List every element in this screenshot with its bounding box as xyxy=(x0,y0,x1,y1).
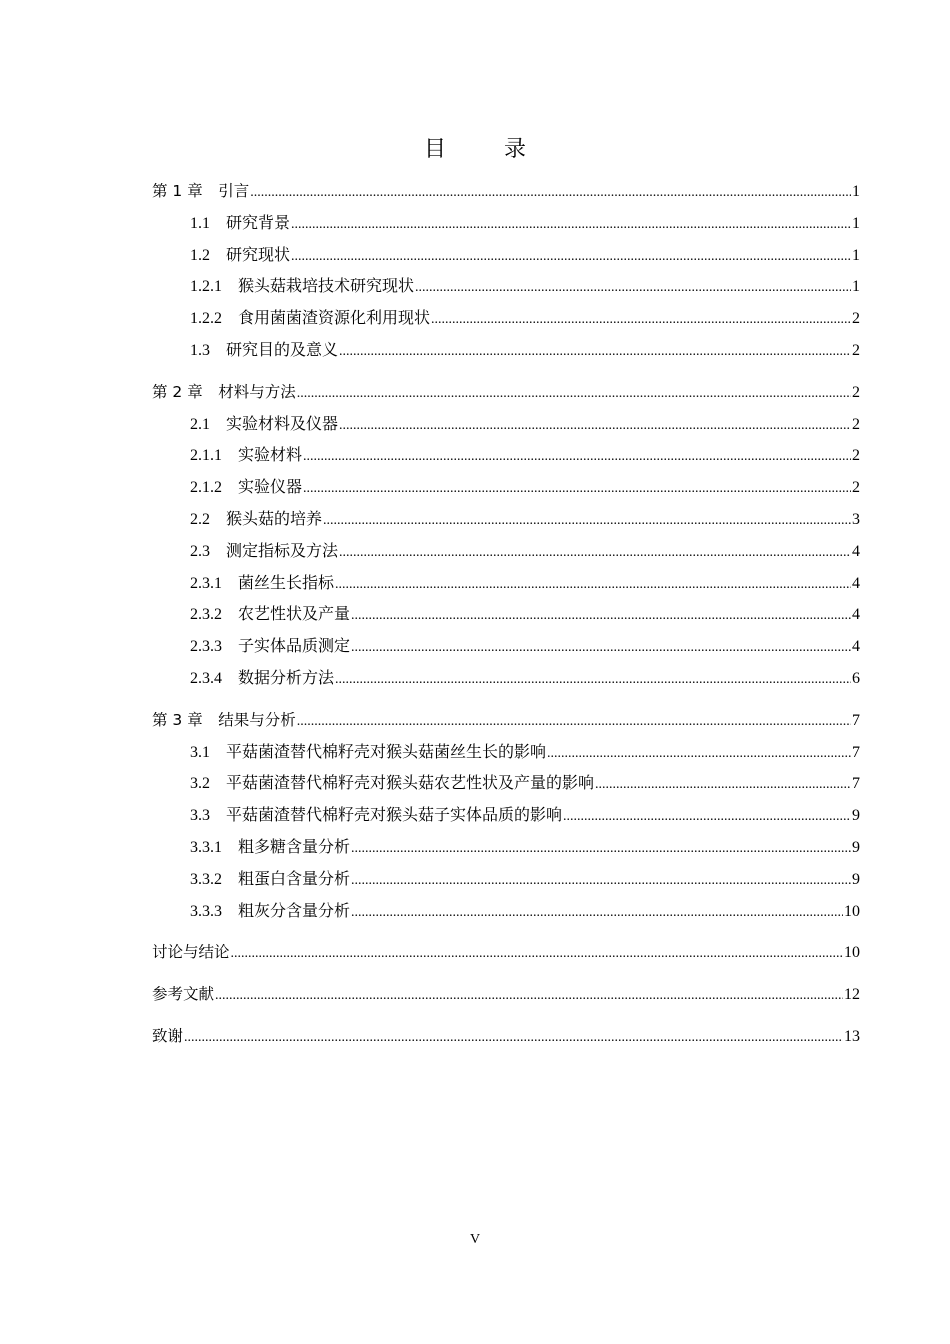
dot-leader xyxy=(231,938,843,970)
toc-entry[interactable] xyxy=(152,768,860,800)
toc-entry-label: 材料与方法 xyxy=(218,382,296,401)
toc-entry-label: 粗多糖含量分析 xyxy=(238,838,351,856)
toc-entry-page: 12 xyxy=(844,986,860,1004)
dot-leader xyxy=(335,569,851,601)
toc-entry[interactable] xyxy=(152,979,860,1011)
dot-leader xyxy=(215,980,843,1012)
toc-entry[interactable] xyxy=(152,663,860,695)
toc-entry-number: 3.3.1 xyxy=(190,838,239,856)
toc-entry-number: 2.3.4 xyxy=(190,669,239,687)
dot-leader xyxy=(335,664,851,696)
dot-leader xyxy=(351,897,843,929)
toc-entry-number: 2.3.2 xyxy=(190,606,239,624)
toc-entry-label: 平菇菌渣替代棉籽壳对猴头菇菌丝生长的影响 xyxy=(226,743,547,761)
toc-entry-page: 1 xyxy=(852,183,860,200)
toc-entry-label: 猴头菇栽培技术研究现状 xyxy=(238,278,415,296)
toc-entry-number: 2.3 xyxy=(190,542,227,560)
dot-leader xyxy=(250,177,851,209)
toc-entry-label: 猴头菇的培养 xyxy=(226,510,323,528)
toc-entry-label: 研究现状 xyxy=(226,246,291,264)
toc-entry-page: 2 xyxy=(852,415,860,433)
toc-entry-label: 数据分析方法 xyxy=(238,669,335,687)
toc-entry-number: 1.3 xyxy=(190,341,227,359)
toc-entry-label: 粗灰分含量分析 xyxy=(238,902,351,920)
toc-entry[interactable] xyxy=(152,536,860,568)
toc-entry-label: 子实体品质测定 xyxy=(238,638,351,656)
toc-entry-label: 实验材料 xyxy=(238,447,303,465)
toc-entry-page: 2 xyxy=(852,447,860,465)
dot-leader xyxy=(547,738,851,770)
toc-entry[interactable] xyxy=(152,240,860,272)
toc-entry[interactable] xyxy=(152,568,860,600)
toc-entry-label: 平菇菌渣替代棉籽壳对猴头菇农艺性状及产量的影响 xyxy=(226,775,595,793)
toc-entry-number: 1.1 xyxy=(190,214,227,232)
toc-entry-number: 2.1 xyxy=(190,415,227,433)
toc-entry[interactable] xyxy=(152,377,860,409)
dot-leader xyxy=(339,537,851,569)
dot-leader xyxy=(291,209,851,241)
toc-entry-number: 3.2 xyxy=(190,775,227,793)
toc-entry-label: 研究目的及意义 xyxy=(226,341,339,359)
dot-leader xyxy=(351,600,851,632)
dot-leader xyxy=(351,865,851,897)
dot-leader xyxy=(303,473,851,505)
page-number-footer: V xyxy=(469,1232,481,1247)
toc-entry-page: 7 xyxy=(852,711,860,729)
toc-entry-label: 结果与分析 xyxy=(218,710,296,729)
dot-leader xyxy=(351,632,851,664)
toc-entry-label: 实验仪器 xyxy=(238,479,303,497)
toc-entry[interactable] xyxy=(152,176,860,208)
dot-leader xyxy=(351,833,851,865)
toc-entry-number: 1.2.1 xyxy=(190,278,239,296)
toc-entry-label: 研究背景 xyxy=(226,214,291,232)
toc-entry-label: 农艺性状及产量 xyxy=(238,606,351,624)
toc-entry[interactable] xyxy=(152,937,860,969)
toc-entry-number: 3.1 xyxy=(190,743,227,761)
toc-entry-page: 1 xyxy=(852,214,860,232)
dot-leader xyxy=(303,441,851,473)
toc-entry-number: 2.3.3 xyxy=(190,638,239,656)
dot-leader xyxy=(431,304,851,336)
toc-entry[interactable] xyxy=(152,208,860,240)
toc-entry-page: 3 xyxy=(852,510,860,528)
toc-entry-label: 食用菌菌渣资源化利用现状 xyxy=(238,310,431,328)
toc-entry[interactable] xyxy=(152,896,860,928)
toc-entry-number: 2.1.2 xyxy=(190,479,239,497)
toc-entry-number: 第 2 章 xyxy=(152,382,219,401)
toc-entry[interactable] xyxy=(152,832,860,864)
toc-entry-page: 13 xyxy=(844,1027,860,1045)
toc-entry-number: 第 1 章 xyxy=(152,182,219,200)
toc-entry-number: 第 3 章 xyxy=(152,710,219,729)
toc-entry-page: 2 xyxy=(852,310,860,328)
toc-entry[interactable] xyxy=(152,864,860,896)
page-title: 目 录 xyxy=(423,137,544,162)
toc-entry[interactable] xyxy=(152,271,860,303)
toc-entry-page: 10 xyxy=(844,902,860,920)
toc-entry[interactable] xyxy=(152,631,860,663)
toc-entry[interactable] xyxy=(152,800,860,832)
toc-entry-label: 菌丝生长指标 xyxy=(238,574,335,592)
toc-entry[interactable] xyxy=(152,303,860,335)
dot-leader xyxy=(297,706,851,738)
toc-entry-label: 讨论与结论 xyxy=(152,943,230,962)
toc-entry-page: 4 xyxy=(852,542,860,560)
toc-entry[interactable] xyxy=(152,1021,860,1053)
toc-entry-number: 3.3 xyxy=(190,807,227,825)
toc-entry[interactable] xyxy=(152,409,860,441)
toc-entry-label: 平菇菌渣替代棉籽壳对猴头菇子实体品质的影响 xyxy=(226,807,563,825)
toc-entry[interactable] xyxy=(152,335,860,367)
dot-leader xyxy=(297,378,851,410)
toc-entry-page: 7 xyxy=(852,743,860,761)
toc-entry-label: 致谢 xyxy=(152,1026,184,1045)
toc-entry-page: 7 xyxy=(852,775,860,793)
dot-leader xyxy=(595,769,851,801)
toc-entry-page: 1 xyxy=(852,278,860,296)
toc-entry-number: 3.3.3 xyxy=(190,902,239,920)
toc-entry-page: 10 xyxy=(844,944,860,962)
toc-entry-page: 9 xyxy=(852,838,860,856)
toc-entry-page: 4 xyxy=(852,638,860,656)
toc-entry-label: 测定指标及方法 xyxy=(226,542,339,560)
toc-entry-page: 9 xyxy=(852,807,860,825)
toc-entry[interactable] xyxy=(152,440,860,472)
toc-entry-number: 2.3.1 xyxy=(190,574,239,592)
toc-entry-number: 3.3.2 xyxy=(190,870,239,888)
toc-entry[interactable] xyxy=(152,472,860,504)
toc-entry-label: 参考文献 xyxy=(152,985,215,1004)
dot-leader xyxy=(184,1022,843,1054)
dot-leader xyxy=(415,272,851,304)
toc-entry-page: 1 xyxy=(852,246,860,264)
toc-entry-page: 4 xyxy=(852,606,860,624)
toc-entry-number: 1.2.2 xyxy=(190,310,239,328)
dot-leader xyxy=(323,505,851,537)
dot-leader xyxy=(563,801,851,833)
toc-entry-page: 4 xyxy=(852,574,860,592)
toc-entry-label: 粗蛋白含量分析 xyxy=(238,870,351,888)
toc-entry[interactable] xyxy=(152,737,860,769)
dot-leader xyxy=(339,410,851,442)
toc-entry-number: 1.2 xyxy=(190,246,227,264)
dot-leader xyxy=(291,241,851,273)
toc-entry[interactable] xyxy=(152,599,860,631)
toc-entry[interactable] xyxy=(152,504,860,536)
toc-entry-label: 实验材料及仪器 xyxy=(226,415,339,433)
table-of-contents xyxy=(152,176,860,1053)
toc-entry-label: 引言 xyxy=(218,182,250,200)
toc-entry-page: 2 xyxy=(852,383,860,401)
toc-entry-page: 2 xyxy=(852,341,860,359)
toc-entry-page: 2 xyxy=(852,479,860,497)
toc-entry-page: 9 xyxy=(852,870,860,888)
toc-entry-number: 2.2 xyxy=(190,510,227,528)
dot-leader xyxy=(339,336,851,368)
toc-entry-page: 6 xyxy=(852,669,860,687)
toc-entry[interactable] xyxy=(152,705,860,737)
toc-entry-number: 2.1.1 xyxy=(190,447,239,465)
